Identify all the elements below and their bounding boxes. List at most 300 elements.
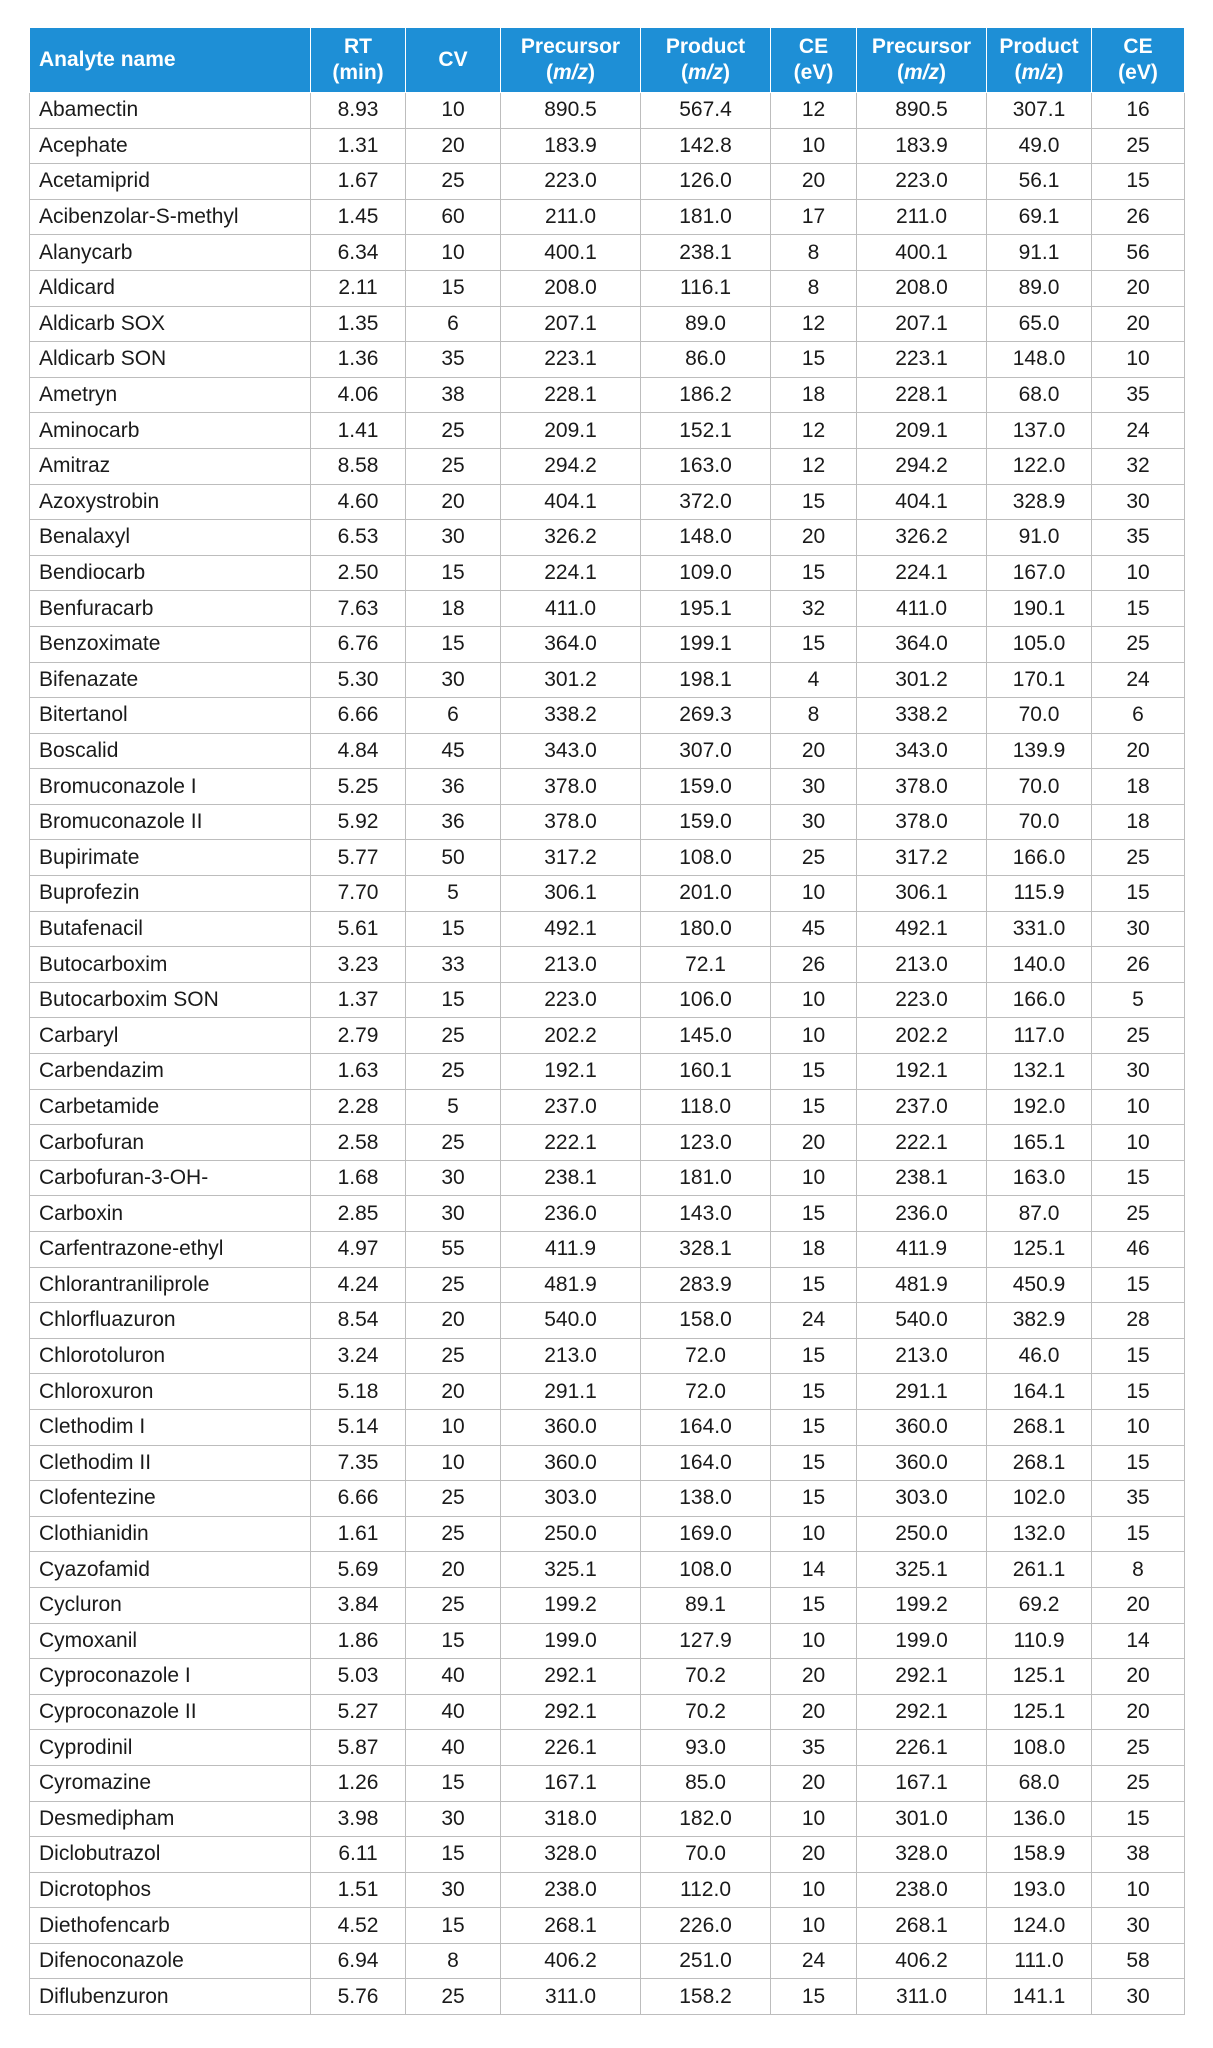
table-cell-ce1: 8: [771, 698, 857, 734]
table-cell-product1: 112.0: [641, 1872, 771, 1908]
table-cell-rt: 6.76: [311, 626, 406, 662]
table-cell-precursor1: 338.2: [501, 698, 641, 734]
table-row: [30, 1267, 1185, 1303]
table-cell-cv: 15: [406, 555, 501, 591]
table-cell-product1: 164.0: [641, 1445, 771, 1481]
table-cell-precursor2: 207.1: [857, 306, 987, 342]
table-cell-precursor2: 268.1: [857, 1908, 987, 1944]
table-row: [30, 484, 1185, 520]
table-cell-product2: 192.0: [987, 1089, 1092, 1125]
table-cell-precursor1: 224.1: [501, 555, 641, 591]
table-cell-ce1: 17: [771, 199, 857, 235]
table-cell-rt: 1.51: [311, 1872, 406, 1908]
table-cell-precursor1: 306.1: [501, 876, 641, 912]
table-cell-product2: 136.0: [987, 1801, 1092, 1837]
table-cell-product1: 116.1: [641, 270, 771, 306]
table-cell-ce2: 15: [1092, 1801, 1185, 1837]
table-cell-analyte: Clofentezine: [30, 1481, 311, 1517]
table-cell-analyte: Carbofuran: [30, 1125, 311, 1161]
table-cell-analyte: Azoxystrobin: [30, 484, 311, 520]
table-cell-product2: 166.0: [987, 840, 1092, 876]
table-cell-precursor2: 236.0: [857, 1196, 987, 1232]
table-cell-ce2: 30: [1092, 484, 1185, 520]
table-cell-precursor2: 406.2: [857, 1943, 987, 1979]
column-header-unit: (min): [332, 61, 384, 84]
table-cell-rt: 7.63: [311, 591, 406, 627]
table-cell-ce2: 25: [1092, 840, 1185, 876]
table-cell-rt: 5.76: [311, 1979, 406, 2015]
table-cell-precursor1: 311.0: [501, 1979, 641, 2015]
table-cell-product2: 69.1: [987, 199, 1092, 235]
table-cell-ce2: 15: [1092, 876, 1185, 912]
table-cell-rt: 5.18: [311, 1374, 406, 1410]
table-cell-ce2: 30: [1092, 911, 1185, 947]
table-cell-ce2: 16: [1092, 93, 1185, 129]
table-cell-cv: 20: [406, 484, 501, 520]
table-cell-rt: 6.66: [311, 1481, 406, 1517]
table-cell-precursor2: 237.0: [857, 1089, 987, 1125]
table-cell-precursor1: 292.1: [501, 1694, 641, 1730]
table-cell-ce1: 15: [771, 1338, 857, 1374]
table-cell-product2: 163.0: [987, 1160, 1092, 1196]
table-cell-product2: 49.0: [987, 128, 1092, 164]
table-cell-rt: 2.85: [311, 1196, 406, 1232]
table-cell-precursor1: 294.2: [501, 448, 641, 484]
table-cell-ce2: 15: [1092, 1160, 1185, 1196]
table-row: [30, 1089, 1185, 1125]
table-cell-product2: 170.1: [987, 662, 1092, 698]
table-cell-precursor1: 213.0: [501, 1338, 641, 1374]
table-cell-analyte: Cyazofamid: [30, 1552, 311, 1588]
table-cell-ce1: 10: [771, 876, 857, 912]
table-row: [30, 1409, 1185, 1445]
table-cell-ce1: 10: [771, 1801, 857, 1837]
table-cell-product2: 87.0: [987, 1196, 1092, 1232]
column-header-unit: (m/z): [896, 61, 946, 84]
table-cell-precursor2: 301.0: [857, 1801, 987, 1837]
table-cell-ce1: 15: [771, 484, 857, 520]
table-cell-product2: 139.9: [987, 733, 1092, 769]
table-row: [30, 1196, 1185, 1232]
table-row: [30, 235, 1185, 271]
table-cell-ce2: 25: [1092, 626, 1185, 662]
table-cell-analyte: Diclobutrazol: [30, 1837, 311, 1873]
table-cell-ce2: 6: [1092, 698, 1185, 734]
table-row: [30, 520, 1185, 556]
table-row: [30, 1623, 1185, 1659]
table-cell-precursor2: 224.1: [857, 555, 987, 591]
column-header-label: CV: [438, 48, 468, 71]
table-cell-product2: 450.9: [987, 1267, 1092, 1303]
table-cell-ce1: 12: [771, 306, 857, 342]
table-cell-product2: 331.0: [987, 911, 1092, 947]
table-cell-cv: 15: [406, 982, 501, 1018]
table-cell-ce2: 30: [1092, 1979, 1185, 2015]
table-cell-cv: 30: [406, 1160, 501, 1196]
table-row: [30, 982, 1185, 1018]
table-cell-product1: 328.1: [641, 1232, 771, 1268]
table-cell-product2: 89.0: [987, 270, 1092, 306]
table-cell-product2: 125.1: [987, 1694, 1092, 1730]
table-cell-ce1: 12: [771, 93, 857, 129]
table-cell-product1: 159.0: [641, 804, 771, 840]
table-row: [30, 947, 1185, 983]
table-cell-product1: 182.0: [641, 1801, 771, 1837]
table-cell-rt: 5.77: [311, 840, 406, 876]
column-header-product1: [641, 28, 771, 93]
table-cell-precursor2: 343.0: [857, 733, 987, 769]
table-cell-rt: 7.35: [311, 1445, 406, 1481]
table-cell-ce2: 25: [1092, 128, 1185, 164]
table-cell-product1: 106.0: [641, 982, 771, 1018]
table-cell-ce2: 10: [1092, 555, 1185, 591]
table-row: [30, 1730, 1185, 1766]
table-cell-product1: 72.0: [641, 1374, 771, 1410]
table-cell-rt: 4.97: [311, 1232, 406, 1268]
column-header-label: Precursor: [520, 35, 621, 58]
table-cell-cv: 33: [406, 947, 501, 983]
table-row: [30, 911, 1185, 947]
table-cell-precursor2: 378.0: [857, 769, 987, 805]
table-cell-ce2: 15: [1092, 1267, 1185, 1303]
table-cell-product2: 268.1: [987, 1409, 1092, 1445]
table-cell-precursor2: 250.0: [857, 1516, 987, 1552]
table-cell-rt: 2.50: [311, 555, 406, 591]
table-row: [30, 1801, 1185, 1837]
table-row: [30, 1837, 1185, 1873]
table-cell-ce1: 10: [771, 1516, 857, 1552]
table-row: [30, 876, 1185, 912]
table-cell-rt: 1.67: [311, 164, 406, 200]
table-row: [30, 1552, 1185, 1588]
table-cell-ce1: 8: [771, 235, 857, 271]
table-cell-precursor2: 400.1: [857, 235, 987, 271]
table-cell-ce1: 30: [771, 804, 857, 840]
table-cell-precursor2: 226.1: [857, 1730, 987, 1766]
table-cell-cv: 30: [406, 520, 501, 556]
table-cell-ce2: 25: [1092, 1196, 1185, 1232]
table-cell-precursor2: 411.9: [857, 1232, 987, 1268]
table-cell-analyte: Difenoconazole: [30, 1943, 311, 1979]
table-cell-precursor2: 411.0: [857, 591, 987, 627]
column-header-unit: (eV): [1118, 61, 1158, 84]
table-cell-cv: 6: [406, 306, 501, 342]
table-cell-product1: 123.0: [641, 1125, 771, 1161]
column-header-cv: [406, 28, 501, 93]
table-cell-analyte: Benzoximate: [30, 626, 311, 662]
table-cell-ce1: 20: [771, 1765, 857, 1801]
table-cell-cv: 25: [406, 1587, 501, 1623]
table-cell-analyte: Carbendazim: [30, 1054, 311, 1090]
table-cell-product2: 166.0: [987, 982, 1092, 1018]
table-cell-product2: 108.0: [987, 1730, 1092, 1766]
table-cell-analyte: Bupirimate: [30, 840, 311, 876]
table-cell-product2: 268.1: [987, 1445, 1092, 1481]
table-cell-ce2: 35: [1092, 377, 1185, 413]
table-cell-precursor1: 223.0: [501, 982, 641, 1018]
table-cell-precursor1: 360.0: [501, 1445, 641, 1481]
table-cell-ce2: 35: [1092, 520, 1185, 556]
table-cell-analyte: Ametryn: [30, 377, 311, 413]
table-cell-product1: 158.2: [641, 1979, 771, 2015]
table-cell-analyte: Carbaryl: [30, 1018, 311, 1054]
table-cell-precursor2: 540.0: [857, 1303, 987, 1339]
table-cell-rt: 1.45: [311, 199, 406, 235]
table-cell-ce2: 30: [1092, 1908, 1185, 1944]
table-cell-cv: 15: [406, 1837, 501, 1873]
table-cell-product1: 89.1: [641, 1587, 771, 1623]
table-cell-rt: 5.27: [311, 1694, 406, 1730]
table-cell-ce2: 26: [1092, 199, 1185, 235]
table-cell-analyte: Cyproconazole II: [30, 1694, 311, 1730]
table-cell-ce1: 20: [771, 1125, 857, 1161]
table-cell-ce1: 10: [771, 1160, 857, 1196]
table-cell-precursor1: 209.1: [501, 413, 641, 449]
table-cell-ce2: 14: [1092, 1623, 1185, 1659]
column-header-precursor2: [857, 28, 987, 93]
table-cell-product1: 93.0: [641, 1730, 771, 1766]
table-cell-ce2: 25: [1092, 1018, 1185, 1054]
table-cell-precursor2: 199.2: [857, 1587, 987, 1623]
table-cell-ce1: 14: [771, 1552, 857, 1588]
table-cell-product1: 70.2: [641, 1694, 771, 1730]
table-cell-ce1: 12: [771, 413, 857, 449]
header-row: [30, 28, 1185, 93]
table-cell-rt: 6.11: [311, 1837, 406, 1873]
table-row: [30, 1908, 1185, 1944]
table-cell-cv: 6: [406, 698, 501, 734]
table-cell-ce2: 20: [1092, 306, 1185, 342]
table-cell-product2: 102.0: [987, 1481, 1092, 1517]
table-cell-rt: 1.61: [311, 1516, 406, 1552]
table-cell-precursor1: 199.2: [501, 1587, 641, 1623]
table-cell-product2: 117.0: [987, 1018, 1092, 1054]
table-cell-cv: 20: [406, 128, 501, 164]
table-cell-cv: 30: [406, 1196, 501, 1232]
table-cell-analyte: Cycluron: [30, 1587, 311, 1623]
analyte-table: [29, 27, 1185, 2015]
table-cell-ce1: 20: [771, 733, 857, 769]
table-cell-ce1: 15: [771, 1089, 857, 1125]
table-cell-ce2: 15: [1092, 1445, 1185, 1481]
table-cell-precursor2: 301.2: [857, 662, 987, 698]
table-cell-rt: 6.66: [311, 698, 406, 734]
table-cell-product2: 68.0: [987, 1765, 1092, 1801]
table-cell-product2: 148.0: [987, 342, 1092, 378]
table-row: [30, 804, 1185, 840]
table-cell-precursor2: 306.1: [857, 876, 987, 912]
column-header-label: CE: [1123, 35, 1153, 58]
table-cell-ce2: 10: [1092, 1872, 1185, 1908]
table-cell-product2: 137.0: [987, 413, 1092, 449]
table-cell-ce2: 20: [1092, 733, 1185, 769]
table-cell-ce1: 15: [771, 342, 857, 378]
table-cell-analyte: Aminocarb: [30, 413, 311, 449]
table-cell-precursor1: 404.1: [501, 484, 641, 520]
table-cell-rt: 4.84: [311, 733, 406, 769]
table-cell-precursor2: 292.1: [857, 1694, 987, 1730]
column-header-label: Precursor: [871, 35, 972, 58]
table-cell-rt: 1.35: [311, 306, 406, 342]
table-row: [30, 306, 1185, 342]
table-cell-ce1: 20: [771, 164, 857, 200]
table-cell-analyte: Aldicarb SON: [30, 342, 311, 378]
table-cell-product1: 186.2: [641, 377, 771, 413]
table-cell-product1: 198.1: [641, 662, 771, 698]
column-header-unit: (m/z): [545, 61, 595, 84]
table-cell-ce2: 26: [1092, 947, 1185, 983]
table-cell-analyte: Diethofencarb: [30, 1908, 311, 1944]
table-row: [30, 448, 1185, 484]
table-cell-ce2: 18: [1092, 769, 1185, 805]
table-cell-product1: 70.2: [641, 1659, 771, 1695]
table-cell-precursor2: 211.0: [857, 199, 987, 235]
table-cell-precursor2: 294.2: [857, 448, 987, 484]
table-cell-precursor1: 481.9: [501, 1267, 641, 1303]
table-cell-ce1: 12: [771, 448, 857, 484]
table-cell-product1: 126.0: [641, 164, 771, 200]
table-cell-precursor2: 317.2: [857, 840, 987, 876]
table-cell-product1: 142.8: [641, 128, 771, 164]
table-row: [30, 1445, 1185, 1481]
table-cell-cv: 45: [406, 733, 501, 769]
table-cell-ce1: 18: [771, 377, 857, 413]
table-cell-product2: 105.0: [987, 626, 1092, 662]
table-cell-rt: 3.84: [311, 1587, 406, 1623]
table-row: [30, 1481, 1185, 1517]
table-cell-ce1: 15: [771, 1979, 857, 2015]
table-row: [30, 1338, 1185, 1374]
table-cell-cv: 15: [406, 1765, 501, 1801]
table-cell-ce2: 10: [1092, 1409, 1185, 1445]
table-cell-ce1: 15: [771, 1054, 857, 1090]
table-cell-precursor2: 325.1: [857, 1552, 987, 1588]
table-cell-product2: 115.9: [987, 876, 1092, 912]
table-cell-rt: 1.68: [311, 1160, 406, 1196]
table-cell-product2: 190.1: [987, 591, 1092, 627]
table-cell-precursor1: 237.0: [501, 1089, 641, 1125]
table-row: [30, 1160, 1185, 1196]
table-cell-cv: 40: [406, 1694, 501, 1730]
table-cell-rt: 4.52: [311, 1908, 406, 1944]
table-cell-precursor1: 238.0: [501, 1872, 641, 1908]
table-cell-precursor1: 400.1: [501, 235, 641, 271]
table-cell-ce2: 20: [1092, 1587, 1185, 1623]
table-cell-ce2: 15: [1092, 1338, 1185, 1374]
table-cell-cv: 30: [406, 662, 501, 698]
table-header: [30, 28, 1185, 93]
table-cell-analyte: Buprofezin: [30, 876, 311, 912]
table-cell-precursor1: 223.1: [501, 342, 641, 378]
table-cell-product1: 181.0: [641, 1160, 771, 1196]
table-cell-ce2: 8: [1092, 1552, 1185, 1588]
table-cell-analyte: Clothianidin: [30, 1516, 311, 1552]
table-cell-analyte: Carbetamide: [30, 1089, 311, 1125]
table-cell-ce2: 24: [1092, 662, 1185, 698]
table-cell-precursor1: 226.1: [501, 1730, 641, 1766]
table-cell-product2: 124.0: [987, 1908, 1092, 1944]
table-row: [30, 128, 1185, 164]
table-cell-ce1: 10: [771, 1872, 857, 1908]
table-cell-precursor1: 223.0: [501, 164, 641, 200]
table-cell-ce2: 20: [1092, 1659, 1185, 1695]
table-cell-analyte: Desmedipham: [30, 1801, 311, 1837]
table-cell-product2: 132.1: [987, 1054, 1092, 1090]
table-cell-precursor1: 228.1: [501, 377, 641, 413]
table-row: [30, 769, 1185, 805]
table-cell-product1: 164.0: [641, 1409, 771, 1445]
table-cell-product2: 141.1: [987, 1979, 1092, 2015]
table-cell-rt: 5.03: [311, 1659, 406, 1695]
table-row: [30, 591, 1185, 627]
table-cell-precursor2: 311.0: [857, 1979, 987, 2015]
table-cell-analyte: Amitraz: [30, 448, 311, 484]
table-cell-ce2: 5: [1092, 982, 1185, 1018]
table-cell-product1: 181.0: [641, 199, 771, 235]
table-cell-product1: 138.0: [641, 1481, 771, 1517]
table-cell-precursor2: 202.2: [857, 1018, 987, 1054]
table-cell-ce2: 28: [1092, 1303, 1185, 1339]
table-cell-analyte: Cymoxanil: [30, 1623, 311, 1659]
table-cell-product1: 118.0: [641, 1089, 771, 1125]
table-cell-rt: 3.23: [311, 947, 406, 983]
column-header-label: RT: [344, 35, 372, 58]
table-cell-ce1: 35: [771, 1730, 857, 1766]
table-cell-precursor2: 223.0: [857, 164, 987, 200]
table-cell-analyte: Carbofuran-3-OH-: [30, 1160, 311, 1196]
table-cell-precursor1: 250.0: [501, 1516, 641, 1552]
table-cell-ce1: 10: [771, 1623, 857, 1659]
table-cell-ce1: 30: [771, 769, 857, 805]
table-cell-product1: 283.9: [641, 1267, 771, 1303]
table-cell-cv: 15: [406, 270, 501, 306]
table-cell-precursor1: 378.0: [501, 804, 641, 840]
table-row: [30, 1943, 1185, 1979]
table-cell-rt: 8.93: [311, 93, 406, 129]
table-cell-rt: 6.34: [311, 235, 406, 271]
table-cell-analyte: Chlorfluazuron: [30, 1303, 311, 1339]
table-row: [30, 413, 1185, 449]
table-cell-cv: 25: [406, 1267, 501, 1303]
table-cell-ce1: 45: [771, 911, 857, 947]
table-cell-product1: 372.0: [641, 484, 771, 520]
table-cell-ce2: 15: [1092, 164, 1185, 200]
table-cell-analyte: Bromuconazole I: [30, 769, 311, 805]
table-cell-rt: 4.60: [311, 484, 406, 520]
table-row: [30, 93, 1185, 129]
table-cell-precursor2: 291.1: [857, 1374, 987, 1410]
table-cell-precursor2: 209.1: [857, 413, 987, 449]
table-cell-product2: 110.9: [987, 1623, 1092, 1659]
table-cell-ce2: 18: [1092, 804, 1185, 840]
table-cell-ce1: 15: [771, 1196, 857, 1232]
table-cell-product1: 251.0: [641, 1943, 771, 1979]
table-cell-ce1: 15: [771, 555, 857, 591]
table-cell-precursor2: 228.1: [857, 377, 987, 413]
table-cell-product1: 109.0: [641, 555, 771, 591]
table-cell-rt: 4.06: [311, 377, 406, 413]
column-header-unit: (m/z): [1014, 61, 1064, 84]
table-cell-ce1: 20: [771, 520, 857, 556]
table-cell-product1: 89.0: [641, 306, 771, 342]
table-cell-analyte: Bendiocarb: [30, 555, 311, 591]
table-cell-product1: 72.1: [641, 947, 771, 983]
table-cell-analyte: Butocarboxim SON: [30, 982, 311, 1018]
table-cell-analyte: Clethodim II: [30, 1445, 311, 1481]
table-cell-ce1: 18: [771, 1232, 857, 1268]
table-cell-product2: 91.0: [987, 520, 1092, 556]
table-cell-ce1: 8: [771, 270, 857, 306]
